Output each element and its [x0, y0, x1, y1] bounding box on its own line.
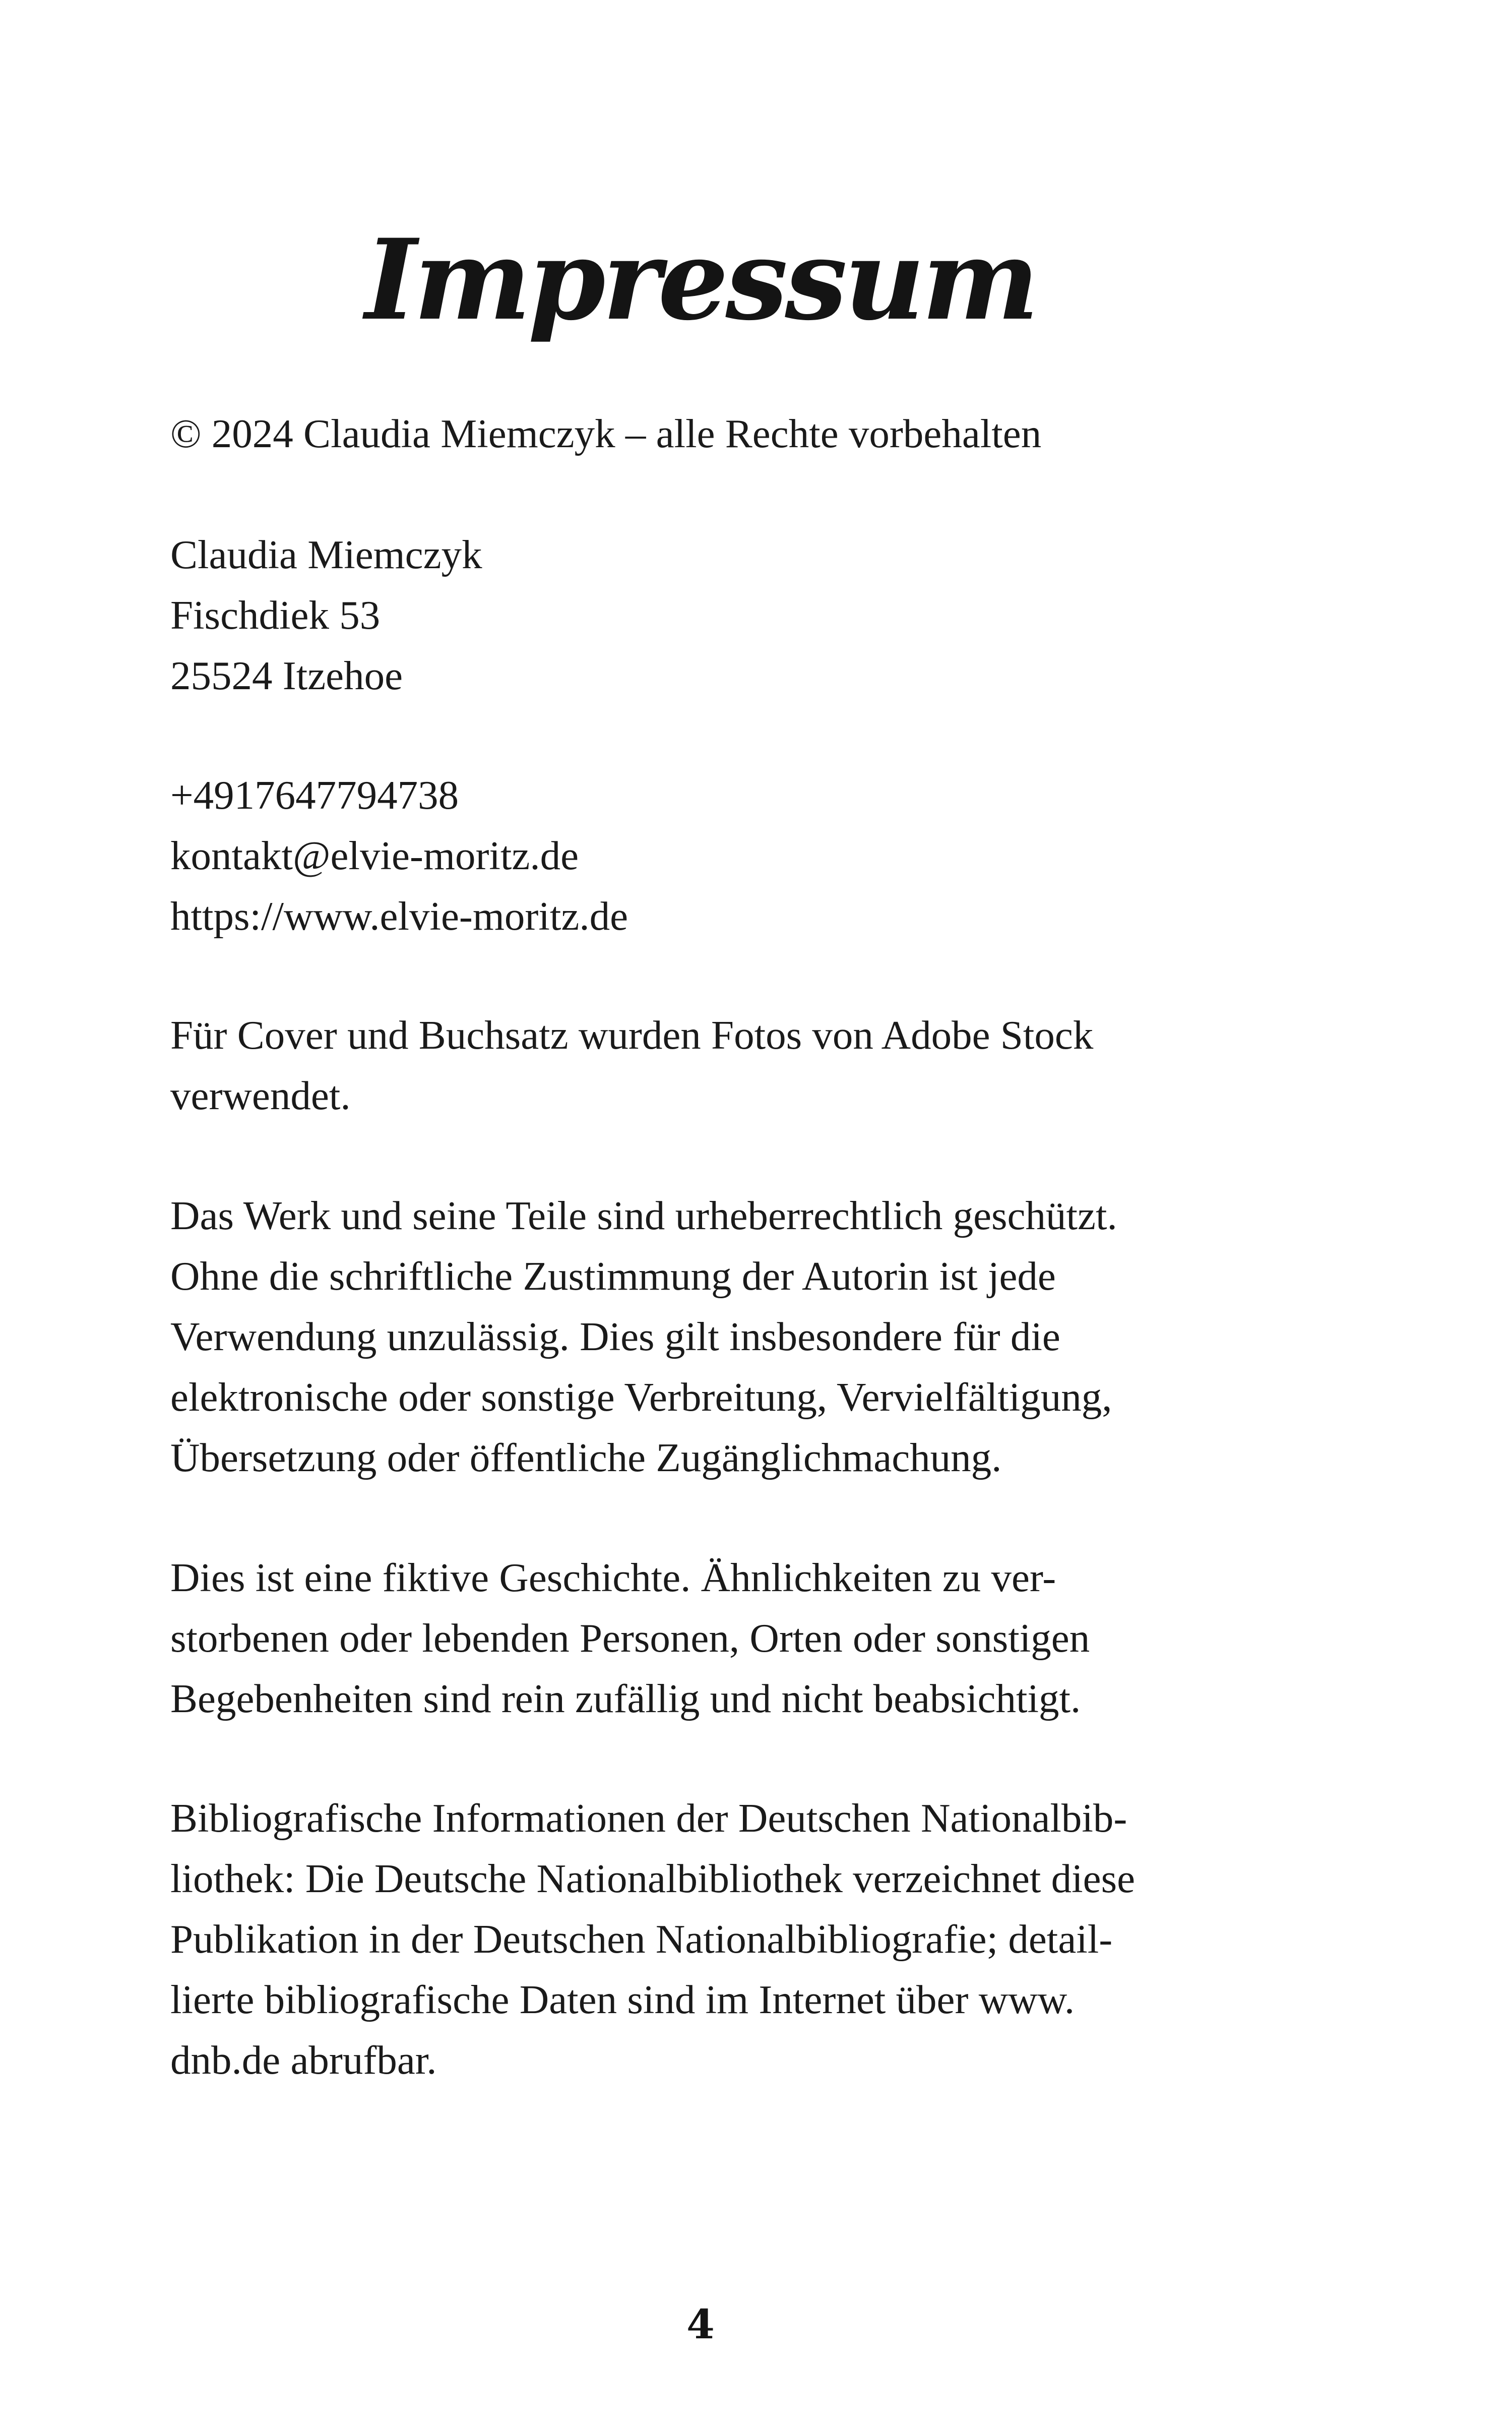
street-address: Fischdiek 53 — [170, 592, 381, 638]
copyright-text: © 2024 Claudia Miemczyk – alle Rechte vorbehalten — [170, 411, 1042, 456]
paragraph-line: lierte bibliografische Daten sind im Internet über www. — [170, 1977, 1075, 2022]
phone-number: +4917647794738 — [170, 772, 459, 818]
website-url: https://www.elvie-moritz.de — [170, 893, 628, 939]
paragraph-line: Das Werk und seine Teile sind urheberrechtlich geschützt. — [170, 1193, 1117, 1238]
page-number: 4 — [686, 2301, 715, 2348]
postal-city: 25524 Itzehoe — [170, 653, 403, 698]
email-address: kontakt@elvie-moritz.de — [170, 833, 579, 878]
paragraph-line: liothek: Die Deutsche Nationalbibliothek verzeichnet diese — [170, 1856, 1136, 1901]
paragraph-line: verwendet. — [170, 1073, 351, 1118]
photo-credit-paragraph — [170, 1005, 1330, 1126]
copyright-notice-paragraph — [170, 1185, 1330, 1488]
paragraph-line: elektronische oder sonstige Verbreitung, Vervielfältigung, — [170, 1374, 1112, 1420]
paragraph-line: Bibliografische Informationen der Deutschen Nationalbib- — [170, 1795, 1127, 1841]
fiction-disclaimer-paragraph — [170, 1547, 1330, 1729]
paragraph-line: Dies ist eine fiktive Geschichte. Ähnlichkeiten zu ver- — [170, 1555, 1056, 1600]
paragraph-line: Für Cover und Buchsatz wurden Fotos von Adobe Stock — [170, 1012, 1094, 1058]
paragraph-line: Begebenheiten sind rein zufällig und nicht beabsichtigt. — [170, 1676, 1081, 1721]
author-address — [170, 524, 1330, 706]
paragraph-line: dnb.de abrufbar. — [170, 2037, 437, 2083]
contact-block — [170, 765, 1330, 946]
paragraph-line: storbenen oder lebenden Personen, Orten oder sonstigen — [170, 1615, 1090, 1661]
copyright-line — [170, 403, 1330, 464]
paragraph-line: Ohne die schriftliche Zustimmung der Autorin ist jede — [170, 1253, 1056, 1299]
paragraph-line: Publikation in der Deutschen Nationalbibliografie; detail- — [170, 1916, 1113, 1962]
paragraph-line: Verwendung unzulässig. Dies gilt insbesondere für die — [170, 1314, 1060, 1359]
paragraph-line: Übersetzung oder öffentliche Zugänglichmachung. — [170, 1435, 1002, 1480]
bibliography-paragraph — [170, 1788, 1330, 2090]
page-title: Impressum — [365, 214, 1036, 345]
author-name: Claudia Miemczyk — [170, 532, 482, 577]
